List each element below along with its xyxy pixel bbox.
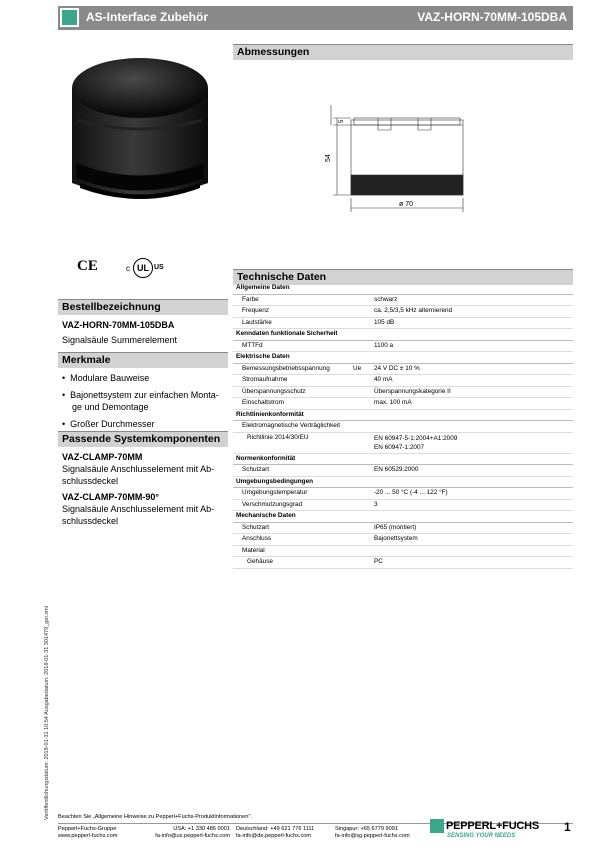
side-publication-info: Veröffentlichungsdatum: 2018-01-31 10:54 Ausgabedatum: 2018-01-31 301479_ger.xml — [44, 606, 50, 820]
spec-group-row — [233, 352, 573, 364]
dimension-top-label: 5 — [339, 119, 345, 123]
model-title: VAZ-HORN-70MM-105DBA — [417, 10, 567, 24]
footer-col-group: Pepperl+Fuchs-Gruppe www.pepperl-fuchs.com — [58, 826, 118, 839]
spec-value: 105 dB — [374, 318, 395, 326]
spec-group-row — [233, 283, 573, 295]
spec-group-row — [233, 454, 573, 466]
spec-value: 24 V DC ± 10 % — [374, 364, 420, 372]
spec-row — [233, 500, 573, 512]
spec-value: EN 60529:2000 — [374, 466, 419, 473]
order-code: VAZ-HORN-70MM-105DBA — [62, 320, 175, 330]
pepperl-fuchs-logo-icon — [430, 819, 444, 833]
spec-key: Mechanische Daten — [236, 512, 296, 519]
spec-value: -20 ... 50 °C (-4 ... 122 °F) — [374, 489, 448, 496]
spec-row — [233, 421, 573, 433]
order-desc: Signalsäule Summerelement — [62, 335, 178, 345]
spec-key: Umgebungsbedingungen — [236, 477, 314, 485]
ce-mark-icon: CE — [77, 258, 98, 274]
spec-row — [233, 534, 573, 546]
section-merkmale: Merkmale — [58, 352, 228, 368]
spec-value: max. 100 mA — [374, 399, 412, 406]
spec-key: Umgebungstemperatur — [242, 489, 308, 496]
section-technische-daten: Technische Daten — [233, 269, 573, 285]
spec-key: Elektromagnetische Verträglichkeit — [242, 422, 341, 429]
footer-col-de: Deutschland: +49 621 776 1111 fa-info@de.pepperl-fuchs.com — [236, 826, 315, 839]
spec-value: Bajonettsystem — [374, 535, 418, 542]
header-bar — [58, 6, 573, 30]
spec-row — [233, 341, 573, 353]
component-list — [62, 451, 227, 527]
spec-table — [233, 283, 573, 569]
component-code: VAZ-CLAMP-70MM-90° — [62, 492, 159, 502]
section-systemkomponenten: Passende Systemkomponenten — [58, 431, 228, 447]
spec-row — [233, 306, 573, 318]
spec-group-row — [233, 329, 573, 341]
spec-row — [233, 375, 573, 387]
spec-key: Richtlinienkonformität — [236, 410, 304, 418]
feature-item: • Modulare Bauweise — [62, 373, 150, 383]
spec-key: Elektrische Daten — [236, 353, 290, 360]
spec-key: Frequenz — [242, 307, 269, 314]
component-desc: schlussdeckel — [62, 476, 119, 486]
spec-value: schwarz — [374, 295, 398, 303]
brand-slogan: SENSING YOUR NEEDS — [447, 833, 516, 839]
spec-row — [233, 295, 573, 307]
spec-symbol: Ue — [353, 364, 362, 372]
spec-value: Überspannungskategorie II — [374, 387, 451, 395]
spec-row — [233, 465, 573, 477]
spec-row — [233, 318, 573, 330]
spec-key: Gehäuse — [247, 558, 273, 565]
feature-item: • Großer Durchmesser — [62, 419, 155, 429]
spec-row — [233, 488, 573, 500]
footer-col-sg: Singapur: +65 6779 9091 fa-info@sg.pepperl-fuchs.com — [335, 826, 410, 839]
brand-square-icon — [60, 8, 79, 27]
feature-item: • Bajonettsystem zur einfachen Monta- — [62, 390, 219, 400]
features-list — [62, 372, 227, 430]
spec-row — [233, 546, 573, 558]
footer-col-usa: USA: +1 330 486 0001 fa-info@us.pepperl-fuchs.com — [155, 826, 230, 839]
spec-key: Allgemeine Daten — [236, 284, 290, 291]
brand-name: PEPPERL+FUCHS — [446, 820, 540, 832]
feature-item-cont: ge und Demontage — [72, 402, 149, 412]
spec-row — [233, 557, 573, 569]
component-desc: Signalsäule Anschlusselement mit Ab- — [62, 504, 215, 514]
spec-key: Verschmutzungsgrad — [242, 500, 303, 508]
spec-key: Stromaufnahme — [242, 376, 288, 383]
spec-key: Schutzart — [242, 466, 269, 473]
spec-key: Einschaltstrom — [242, 399, 284, 406]
spec-value: PC — [374, 558, 383, 565]
spec-row — [233, 364, 573, 376]
spec-row — [233, 398, 573, 410]
spec-key: Schutzart — [242, 523, 269, 531]
spec-value: ca. 2,5/3,5 kHz alternierend — [374, 307, 453, 314]
series-title: AS-Interface Zubehör — [86, 10, 209, 24]
spec-key: MTTFd — [242, 341, 263, 349]
spec-key: Material — [242, 546, 265, 554]
spec-group-row — [233, 511, 573, 523]
component-desc: schlussdeckel — [62, 516, 119, 526]
dimension-drawing — [233, 60, 573, 270]
spec-row — [233, 387, 573, 399]
page-number: 1 — [564, 820, 571, 834]
spec-key: Kenndaten funktionale Sicherheit — [236, 330, 338, 337]
spec-row — [233, 523, 573, 535]
component-desc: Signalsäule Anschlusselement mit Ab- — [62, 464, 215, 474]
section-bestellbezeichnung: Bestellbezeichnung — [58, 299, 228, 315]
dimension-height-label: 54 — [325, 154, 332, 162]
spec-row — [233, 433, 573, 454]
spec-value: EN 60947-5-1:2004+A1:2009 EN 60947-1:2007 — [374, 434, 458, 451]
spec-key: Überspannungsschutz — [242, 387, 306, 395]
footer-note: Beachten Sie „Allgemeine Hinweise zu Pepperl+Fuchs-Produktinformationen". — [58, 814, 252, 820]
spec-key: Richtlinie 2014/30/EU — [247, 433, 309, 441]
ul-mark-icon: c UL US — [126, 258, 172, 278]
spec-group-row — [233, 410, 573, 422]
spec-key: Bemessungsbetriebsspannung — [242, 364, 330, 372]
component-code: VAZ-CLAMP-70MM — [62, 452, 143, 462]
spec-value: 3 — [374, 500, 378, 508]
spec-key: Lautstärke — [242, 318, 272, 326]
dimension-diameter-label: ø 70 — [399, 201, 414, 208]
spec-value: 1100 a — [374, 341, 394, 349]
product-image — [60, 48, 220, 208]
spec-key: Farbe — [242, 295, 259, 303]
section-abmessungen: Abmessungen — [233, 44, 573, 60]
spec-group-row — [233, 477, 573, 489]
spec-key: Normenkonformität — [236, 454, 296, 462]
spec-value: 40 mA — [374, 376, 393, 383]
spec-value: IP65 (montiert) — [374, 523, 417, 531]
spec-key: Anschluss — [242, 535, 272, 542]
